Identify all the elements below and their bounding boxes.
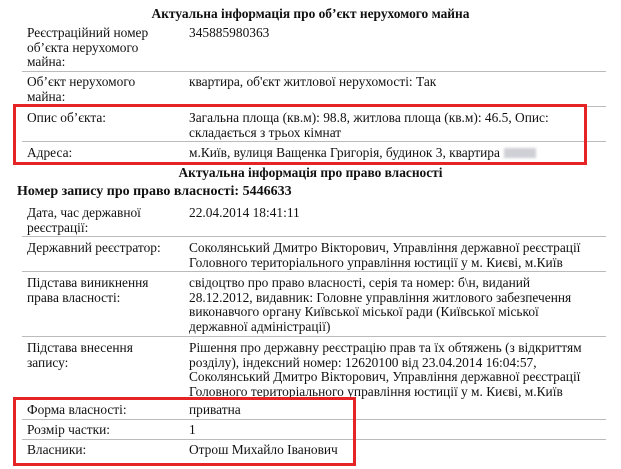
row-value: Отрош Михайло Іванович: [189, 442, 338, 457]
row-label: Опис об’єкта:: [27, 110, 107, 125]
address-text: м.Київ, вулиця Ващенка Григорія, будинок 3, квартира: [189, 145, 500, 160]
row-value: Соколянський Дмитро Вікторович, Управління державної реєстрації Головного територіального управління юстиції у м. Києві, м.Київ: [189, 240, 581, 270]
row-label: Власники:: [27, 442, 87, 457]
row-label: Реєстраційний номер об’єкта нерухомого майна:: [27, 25, 149, 69]
row-value: квартира, об'єкт житлової нерухомості: Так: [189, 74, 437, 89]
row-label: Об’єкт нерухомого майна:: [27, 74, 136, 104]
row-label: Форма власності:: [27, 402, 127, 417]
row-label: Підстава виникнення права власності:: [27, 275, 149, 305]
row-label: Адреса:: [27, 145, 73, 160]
row-value: Рішення про державну реєстрацію прав та їх обтяжень (з відкриттям розділу), індексний номер: 12620100 від 23.04.2014 16:04:57, Соколянський Дмитро Вікторович, Управління державної реєстрації Головного територіального управління юстиції у м. Києві, м.Київ: [189, 340, 582, 399]
highlight-box-object: [13, 104, 587, 165]
row-label: Дата, час державної реєстрації:: [27, 205, 141, 235]
row-label: Розмір частки:: [27, 422, 111, 437]
row-value: 22.04.2014 18:41:11: [189, 205, 300, 220]
divider: [22, 236, 606, 237]
highlight-box-ownership: [13, 397, 356, 466]
row-label: Підстава внесення запису:: [27, 340, 133, 370]
row-label: Державний реєстратор:: [27, 240, 161, 255]
row-value: 345885980363: [189, 25, 270, 40]
row-value: свідоцтво про право власності, серія та номер: б\н, виданий 28.12.2012, видавник: Головне управління житлового забезпечення виконавчого органу Київської міської ради (Київської міської державної адміністрації): [189, 275, 572, 334]
row-value: Загальна площа (кв.м): 98.8, житлова площа (кв.м): 46.5, Опис: складається з трьох кімнат: [189, 110, 549, 140]
divider: [22, 71, 606, 72]
divider: [22, 271, 606, 272]
record-number-title: Номер запису про право власності: 5446633: [17, 184, 292, 199]
ownership-section-title: Актуальна інформація про право власності: [178, 165, 443, 180]
row-value: 1: [189, 422, 196, 437]
object-section-title: Актуальна інформація про об’єкт нерухомого майна: [151, 6, 470, 21]
divider: [22, 336, 606, 337]
row-value: приватна: [189, 402, 241, 417]
